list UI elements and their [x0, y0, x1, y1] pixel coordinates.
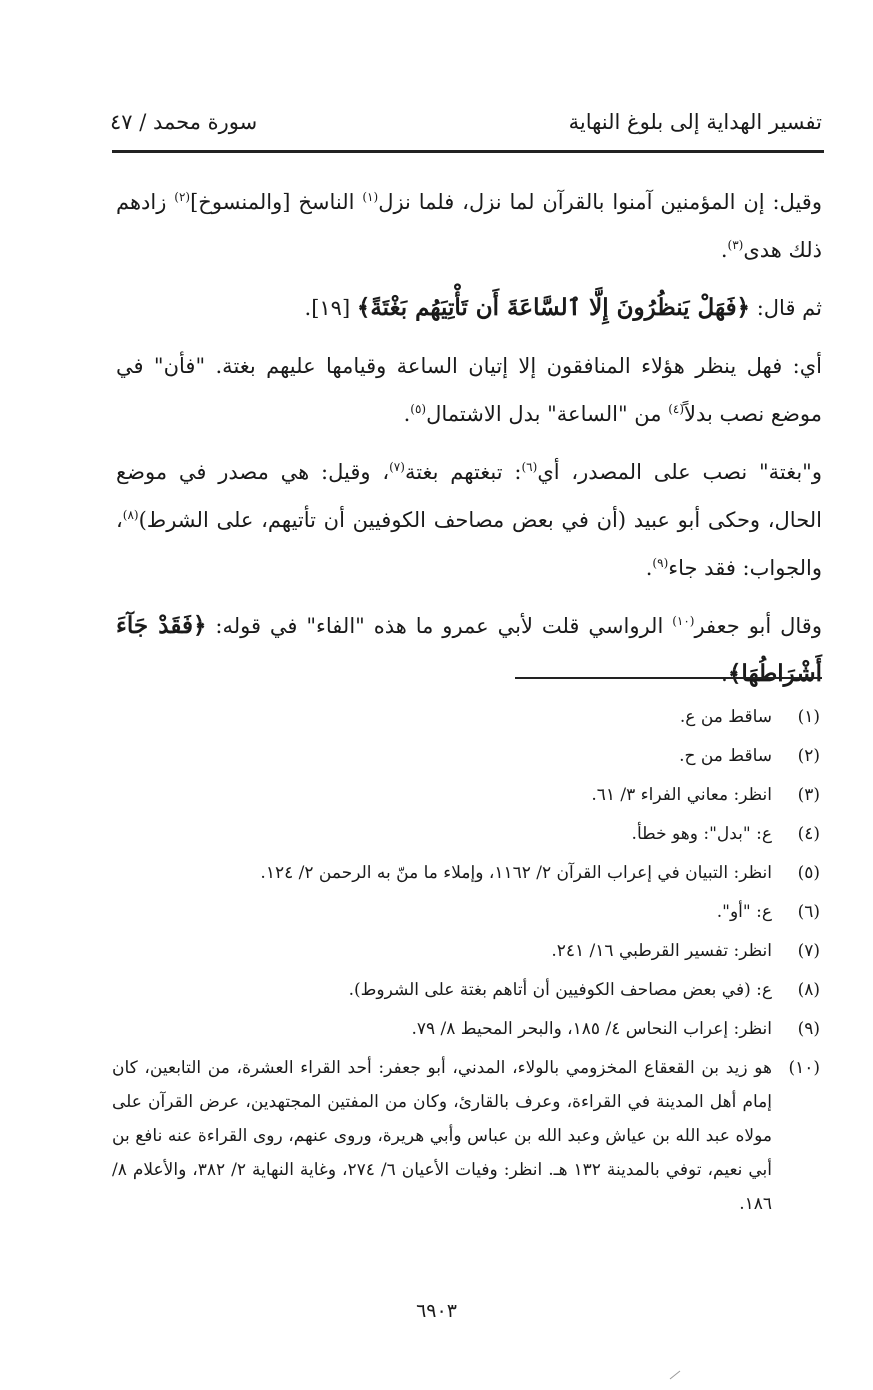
running-surah-title: سورة محمد / ٤٧	[110, 110, 258, 134]
footnote-text: ساقط من ح.	[679, 746, 772, 766]
footnote-text: ساقط من ع.	[679, 707, 772, 727]
main-text	[116, 178, 822, 708]
footnote-number: (٥)	[797, 863, 820, 883]
footnote	[112, 895, 824, 929]
footnote-text: انظر: معاني الفراء ٣/ ٦١.	[591, 785, 772, 805]
text-run: ، وقيل: هي مصدر في موضع الحال، وحكى أبو عبيد (أن في بعض مصاحف الكوفيين أن تأتيهم، على الشرط)	[116, 460, 822, 532]
footnote-separator	[515, 677, 822, 679]
footnote	[112, 973, 824, 1007]
footnote-ref: (١٠)	[672, 614, 695, 628]
footnote-ref: (٧)	[389, 460, 405, 474]
footnote-ref: (١)	[362, 190, 379, 204]
footnote-ref: (٤)	[668, 402, 685, 416]
footnote-text: هو زيد بن القعقاع المخزومي بالولاء، المدني، أبو جعفر: أحد القراء العشرة، من التابعين، كان إمام أهل المدينة في القراءة، وعرف بالقارئ، وكان من المفتين المجتهدين، عرض القرآن على مولاه عبد الله بن عياش وعبد الله بن عباس وأبي هريرة، وروى عنهم، روى القراءة عنه نافع بن أبي نعيم، توفي بالمدينة ١٣٢ هـ. انظر: وفيات الأعيان ٦/ ٢٧٤، وغاية النهاية ٢/ ٣٨٢، والأعلام ٨/ ١٨٦.	[112, 1058, 772, 1214]
footnote-ref: (٨)	[122, 508, 139, 522]
text-run: الرواسي قلت لأبي عمرو ما هذه "الفاء" في قوله:	[206, 614, 673, 638]
footnote-ref: (٢)	[174, 190, 191, 204]
text-run: : تبغتهم بغتة	[404, 460, 522, 484]
footnote-number: (٢)	[797, 746, 820, 766]
footnote	[112, 700, 824, 734]
footnote	[112, 1051, 824, 1221]
paragraph-5	[116, 602, 822, 698]
footnote-ref: (٥)	[410, 402, 427, 416]
paragraph-4	[116, 448, 822, 592]
page-number: ٦٩٠٣	[416, 1300, 457, 1322]
quran-verse: ﴿فَقَدْ جَآءَ أَشْرَاطُهَا﴾	[116, 612, 822, 687]
footnote-ref: (٣)	[727, 238, 744, 252]
footnote	[112, 934, 824, 968]
text-run: وقال أبو جعفر	[694, 614, 822, 638]
paragraph-3	[116, 342, 822, 438]
footnote-number: (٤)	[797, 824, 820, 844]
footnote-text: انظر: تفسير القرطبي ١٦/ ٢٤١.	[551, 941, 772, 961]
quran-verse: ﴿فَهَلْ يَنظُرُونَ إِلَّا ٱلسَّاعَةَ أَن تَأْتِيَهُم بَغْتَةً﴾	[356, 294, 751, 321]
pen-mark	[668, 1370, 682, 1380]
text-run: الناسخ [والمنسوخ]	[190, 190, 363, 214]
header-rule	[112, 150, 824, 153]
footnote-text: ع: "أو".	[716, 902, 772, 922]
footnote	[112, 817, 824, 851]
text-run: ، والجواب: فقد جاء	[116, 508, 822, 580]
page-header	[110, 108, 822, 148]
footnote-number: (١)	[797, 707, 820, 727]
footnote-text: انظر: التبيان في إعراب القرآن ٢/ ١١٦٢، وإملاء ما منّ به الرحمن ٢/ ١٢٤.	[260, 863, 772, 883]
verse-number: [١٩].	[304, 296, 357, 320]
text-run: أي: فهل ينظر هؤلاء المنافقون إلا إتيان الساعة وقيامها عليهم بغتة. "فأن" في موضع نصب بدلاً	[116, 354, 822, 426]
text-run: ثم قال:	[750, 296, 822, 320]
footnote-text: انظر: إعراب النحاس ٤/ ١٨٥، والبحر المحيط ٨/ ٧٩.	[411, 1019, 772, 1039]
footnote-number: (٨)	[797, 980, 820, 1000]
text-run: .	[720, 238, 728, 262]
footnote-ref: (٦)	[521, 460, 538, 474]
footnote-ref: (٩)	[652, 556, 669, 570]
footnote-number: (١٠)	[788, 1058, 820, 1078]
text-run: .	[721, 662, 728, 686]
footnote	[112, 739, 824, 773]
paragraph-2	[116, 284, 822, 332]
footnotes	[112, 700, 824, 1226]
footnote	[112, 856, 824, 890]
footnote-number: (٧)	[797, 941, 820, 961]
text-run: و"بغتة" نصب على المصدر، أي	[537, 460, 822, 484]
running-book-title: تفسير الهداية إلى بلوغ النهاية	[568, 110, 822, 134]
footnote-number: (٩)	[797, 1019, 820, 1039]
text-run: زادهم ذلك هدى	[116, 190, 822, 262]
footnote-number: (٣)	[797, 785, 820, 805]
footnote-text: ع: "بدل": وهو خطأ.	[631, 824, 772, 844]
text-run: .	[645, 556, 653, 580]
text-run: من "الساعة" بدل الاشتمال	[426, 402, 669, 426]
footnote	[112, 1012, 824, 1046]
footnote-number: (٦)	[797, 902, 820, 922]
paragraph-1	[116, 178, 822, 274]
footnote	[112, 778, 824, 812]
footnote-text: ع: (في بعض مصاحف الكوفيين أن أتاهم بغتة على الشروط).	[348, 980, 772, 1000]
text-run: وقيل: إن المؤمنين آمنوا بالقرآن لما نزل، فلما نزل	[378, 190, 822, 214]
text-run: .	[403, 402, 411, 426]
